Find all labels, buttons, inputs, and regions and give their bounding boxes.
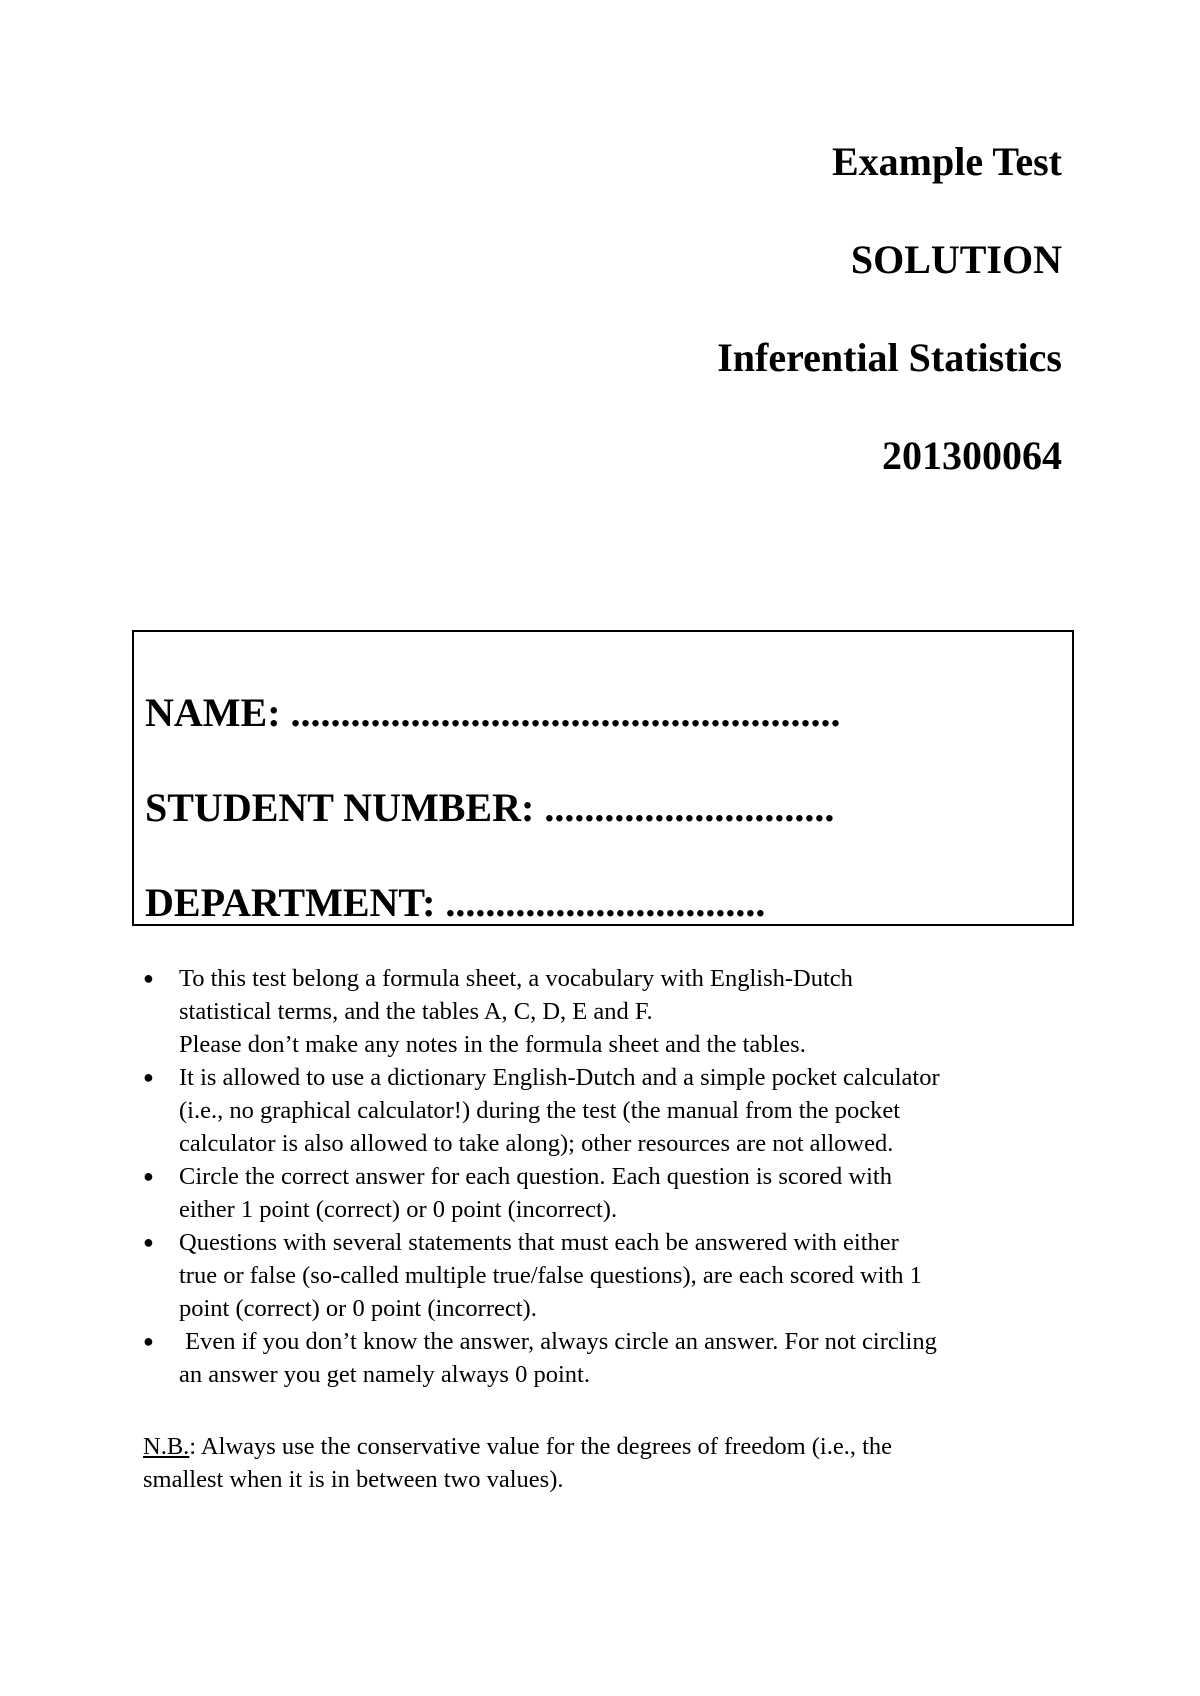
document-subtitle: SOLUTION: [850, 237, 1062, 282]
instructions-list: [142, 962, 1072, 1391]
instruction-line: Please don’t make any notes in the formula sheet and the tables.: [179, 1031, 806, 1058]
note-line: [143, 1430, 1073, 1463]
course-code: 201300064: [882, 433, 1062, 478]
student-info-box: [132, 630, 1074, 926]
instruction-line: statistical terms, and the tables A, C, D, E and F.: [179, 998, 653, 1025]
instruction-item: [142, 1061, 1072, 1160]
bullet-icon: ●: [143, 1232, 154, 1252]
name-field: NAME: .......................................................: [145, 690, 841, 735]
instruction-line: Questions with several statements that must each be answered with either: [179, 1229, 899, 1256]
bullet-icon: ●: [143, 968, 154, 988]
student-number-field: STUDENT NUMBER: .............................: [145, 785, 835, 830]
instruction-line: To this test belong a formula sheet, a vocabulary with English-Dutch: [179, 965, 853, 992]
bullet-icon: ●: [143, 1331, 154, 1351]
department-field: DEPARTMENT: ................................: [145, 880, 766, 925]
instruction-item: [142, 1325, 1072, 1391]
bullet-icon: ●: [143, 1166, 154, 1186]
instruction-line: It is allowed to use a dictionary English-Dutch and a simple pocket calculator: [179, 1064, 940, 1091]
title-block: [717, 139, 1062, 534]
instruction-line: Even if you don’t know the answer, always circle an answer. For not circling: [179, 1328, 937, 1355]
note-block: [143, 1430, 1073, 1496]
instruction-line: (i.e., no graphical calculator!) during the test (the manual from the pocket: [179, 1097, 901, 1124]
instruction-line: either 1 point (correct) or 0 point (incorrect).: [179, 1196, 618, 1223]
instruction-item: [142, 1226, 1072, 1325]
note-text: : Always use the conservative value for the degrees of freedom (i.e., the: [189, 1433, 893, 1460]
instruction-line: an answer you get namely always 0 point.: [179, 1361, 590, 1388]
instruction-line: Circle the correct answer for each question. Each question is scored with: [179, 1163, 892, 1190]
note-label: N.B.: [143, 1433, 190, 1460]
instruction-line: true or false (so-called multiple true/false questions), are each scored with 1: [179, 1262, 922, 1289]
bullet-icon: ●: [143, 1067, 154, 1087]
course-name: Inferential Statistics: [717, 335, 1062, 380]
note-line: smallest when it is in between two values).: [143, 1466, 564, 1493]
instruction-line: calculator is also allowed to take along); other resources are not allowed.: [179, 1130, 894, 1157]
instruction-line: point (correct) or 0 point (incorrect).: [179, 1295, 537, 1322]
instruction-item: [142, 1160, 1072, 1226]
document-title: Example Test: [831, 139, 1062, 184]
instruction-item: [142, 962, 1072, 1061]
